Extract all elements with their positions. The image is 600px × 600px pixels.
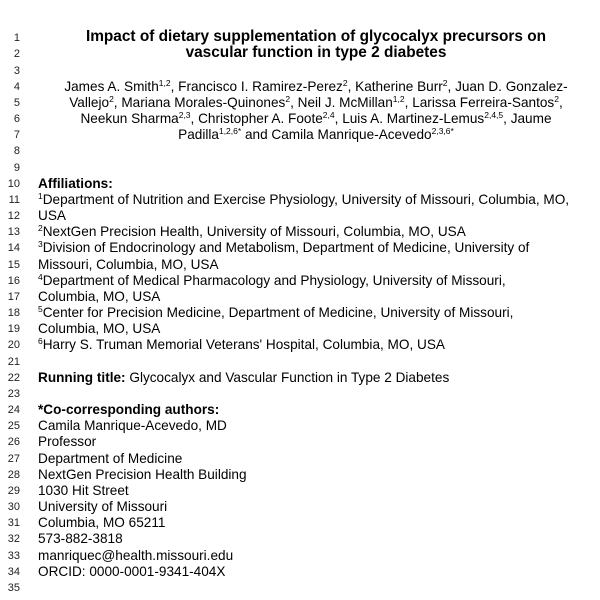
line-number: 13 xyxy=(7,226,20,238)
line-number: 29 xyxy=(7,485,20,497)
corresponding-orcid: ORCID: 0000-0001-9341-404X xyxy=(38,564,226,579)
author-separator: , xyxy=(334,111,343,126)
affiliation-text: Columbia, MO, USA xyxy=(38,321,161,336)
author-separator: , xyxy=(503,111,511,126)
author-affiliation-sup: 2 xyxy=(554,94,559,104)
author-line-2 xyxy=(38,95,594,111)
affiliation-text: Division of Endocrinology and Metabolism, Department of Medicine, University of xyxy=(42,240,530,255)
line-number: 3 xyxy=(13,65,20,77)
line-number: 14 xyxy=(7,242,20,254)
author-line-1 xyxy=(38,79,594,95)
author-name: James A. Smith xyxy=(64,79,159,94)
line-number: 21 xyxy=(7,356,20,368)
line-number: 19 xyxy=(7,323,20,335)
line-number: 33 xyxy=(7,550,20,562)
author-separator: , xyxy=(404,95,413,110)
author-name: Neil J. McMillan xyxy=(297,95,393,110)
affiliation-number: 1 xyxy=(38,191,43,201)
affiliation-number: 3 xyxy=(38,239,43,249)
affiliation-item xyxy=(38,257,594,273)
line-number: 16 xyxy=(7,275,20,287)
corresponding-line: Camila Manrique-Acevedo, MD xyxy=(38,418,227,433)
line-number: 12 xyxy=(7,210,20,222)
affiliation-item xyxy=(38,337,594,353)
line-number: 5 xyxy=(13,97,20,109)
author-affiliation-sup: 1,2,6* xyxy=(218,126,242,136)
affiliation-number: 4 xyxy=(38,272,43,282)
corresponding-line: 1030 Hit Street xyxy=(38,483,129,498)
line-number: 15 xyxy=(7,259,20,271)
affiliation-number: 2 xyxy=(38,223,43,233)
corresponding-line: Columbia, MO 65211 xyxy=(38,515,166,530)
author-name: Vallejo xyxy=(69,95,110,110)
affiliation-item xyxy=(38,289,594,305)
line-number: 28 xyxy=(7,469,20,481)
affiliation-item xyxy=(38,208,594,224)
author-name: Katherine Burr xyxy=(355,79,443,94)
affiliation-item xyxy=(38,240,594,256)
running-title xyxy=(38,370,594,386)
author-name: Francisco I. Ramirez-Perez xyxy=(178,79,343,94)
affiliation-text: Harry S. Truman Memorial Veterans' Hospital, Columbia, MO, USA xyxy=(42,337,445,352)
author-name: Larissa Ferreira-Santos xyxy=(412,95,555,110)
author-line-3 xyxy=(38,111,594,127)
author-separator: , xyxy=(170,79,179,94)
author-affiliation-sup: 2 xyxy=(109,94,114,104)
affiliation-text: Department of Nutrition and Exercise Physiology, University of Missouri, Columbia, MO, xyxy=(42,192,570,207)
author-affiliation-sup: 2 xyxy=(442,78,448,88)
paper-title-line-1: Impact of dietary supplementation of glycocalyx precursors on xyxy=(85,28,547,45)
author-separator: , xyxy=(447,79,456,94)
author-separator: , xyxy=(113,95,122,110)
line-number: 30 xyxy=(7,501,20,513)
line-number: 25 xyxy=(7,420,20,432)
paper-title-line-2: vascular function in type 2 diabetes xyxy=(185,44,447,61)
line-number: 35 xyxy=(7,582,20,594)
line-number: 23 xyxy=(7,388,20,400)
author-name: Camila Manrique-Acevedo xyxy=(271,127,432,142)
line-number: 18 xyxy=(7,307,20,319)
affiliation-number: 6 xyxy=(38,336,43,346)
line-number: 31 xyxy=(7,517,20,529)
affiliation-text: Columbia, MO, USA xyxy=(38,289,161,304)
affiliation-item xyxy=(38,321,594,337)
author-name: Juan D. Gonzalez- xyxy=(455,79,568,94)
line-number: 22 xyxy=(7,372,20,384)
affiliation-text: Department of Medical Pharmacology and Physiology, University of Missouri, xyxy=(42,273,506,288)
author-affiliation-sup: 2,4,5 xyxy=(484,110,504,120)
author-name: Padilla xyxy=(178,127,219,142)
corresponding-line: Department of Medicine xyxy=(38,451,183,466)
running-title-label: Running title: xyxy=(38,370,126,385)
author-line-4 xyxy=(38,127,594,143)
affiliation-text: NextGen Precision Health, University of Missouri, Columbia, MO, USA xyxy=(42,224,466,239)
line-number: 10 xyxy=(7,178,20,190)
affiliation-item xyxy=(38,273,594,289)
author-affiliation-sup: 2,4 xyxy=(322,110,335,120)
author-affiliation-sup: 2,3,6* xyxy=(431,126,454,136)
author-affiliation-sup: 1,2 xyxy=(158,78,171,88)
author-name: Jaume xyxy=(510,111,552,126)
author-separator: , xyxy=(290,95,298,110)
author-affiliation-sup: 2,3 xyxy=(178,110,191,120)
affiliation-number: 5 xyxy=(38,304,43,314)
line-number: 32 xyxy=(7,533,20,545)
affiliation-text: USA xyxy=(38,208,66,223)
author-affiliation-sup: 2 xyxy=(285,94,291,104)
line-number: 9 xyxy=(13,162,20,174)
affiliation-item xyxy=(38,224,594,240)
corresponding-line: Professor xyxy=(38,434,97,449)
line-number: 1 xyxy=(13,32,20,44)
line-number: 7 xyxy=(13,129,20,141)
author-name: Christopher A. Foote xyxy=(198,111,323,126)
corresponding-heading: *Co-corresponding authors: xyxy=(38,402,220,417)
line-number: 8 xyxy=(13,145,20,157)
line-number: 20 xyxy=(7,339,20,351)
line-number: 27 xyxy=(7,453,20,465)
affiliations-heading: Affiliations: xyxy=(38,176,113,191)
corresponding-line: 573-882-3818 xyxy=(38,531,123,546)
line-number: 17 xyxy=(7,291,20,303)
line-number: 2 xyxy=(13,48,20,60)
author-name: Mariana Morales-Quinones xyxy=(121,95,286,110)
affiliation-text: Center for Precision Medicine, Department of Medicine, University of Missouri, xyxy=(42,305,514,320)
author-name: Neekun Sharma xyxy=(80,111,179,126)
author-separator: , xyxy=(190,111,199,126)
line-number: 24 xyxy=(7,404,20,416)
line-number: 34 xyxy=(7,566,20,578)
author-affiliation-sup: 2 xyxy=(342,78,348,88)
author-separator: , xyxy=(347,79,356,94)
author-separator: and xyxy=(241,127,272,142)
author-affiliation-sup: 1,2 xyxy=(392,94,405,104)
affiliation-item xyxy=(38,305,594,321)
line-number: 11 xyxy=(8,194,20,206)
affiliation-item xyxy=(38,192,594,208)
author-name: Luis A. Martinez-Lemus xyxy=(342,111,485,126)
corresponding-line: NextGen Precision Health Building xyxy=(38,467,247,482)
corresponding-email[interactable]: manriquec@health.missouri.edu xyxy=(38,548,234,563)
running-title-text: Glycocalyx and Vascular Function in Type 2 Diabetes xyxy=(125,370,450,385)
corresponding-line: University of Missouri xyxy=(38,499,168,514)
line-number: 4 xyxy=(13,81,20,93)
line-number: 26 xyxy=(7,436,20,448)
affiliation-text: Missouri, Columbia, MO, USA xyxy=(38,257,219,272)
line-number: 6 xyxy=(13,113,20,125)
author-separator: , xyxy=(558,95,563,110)
